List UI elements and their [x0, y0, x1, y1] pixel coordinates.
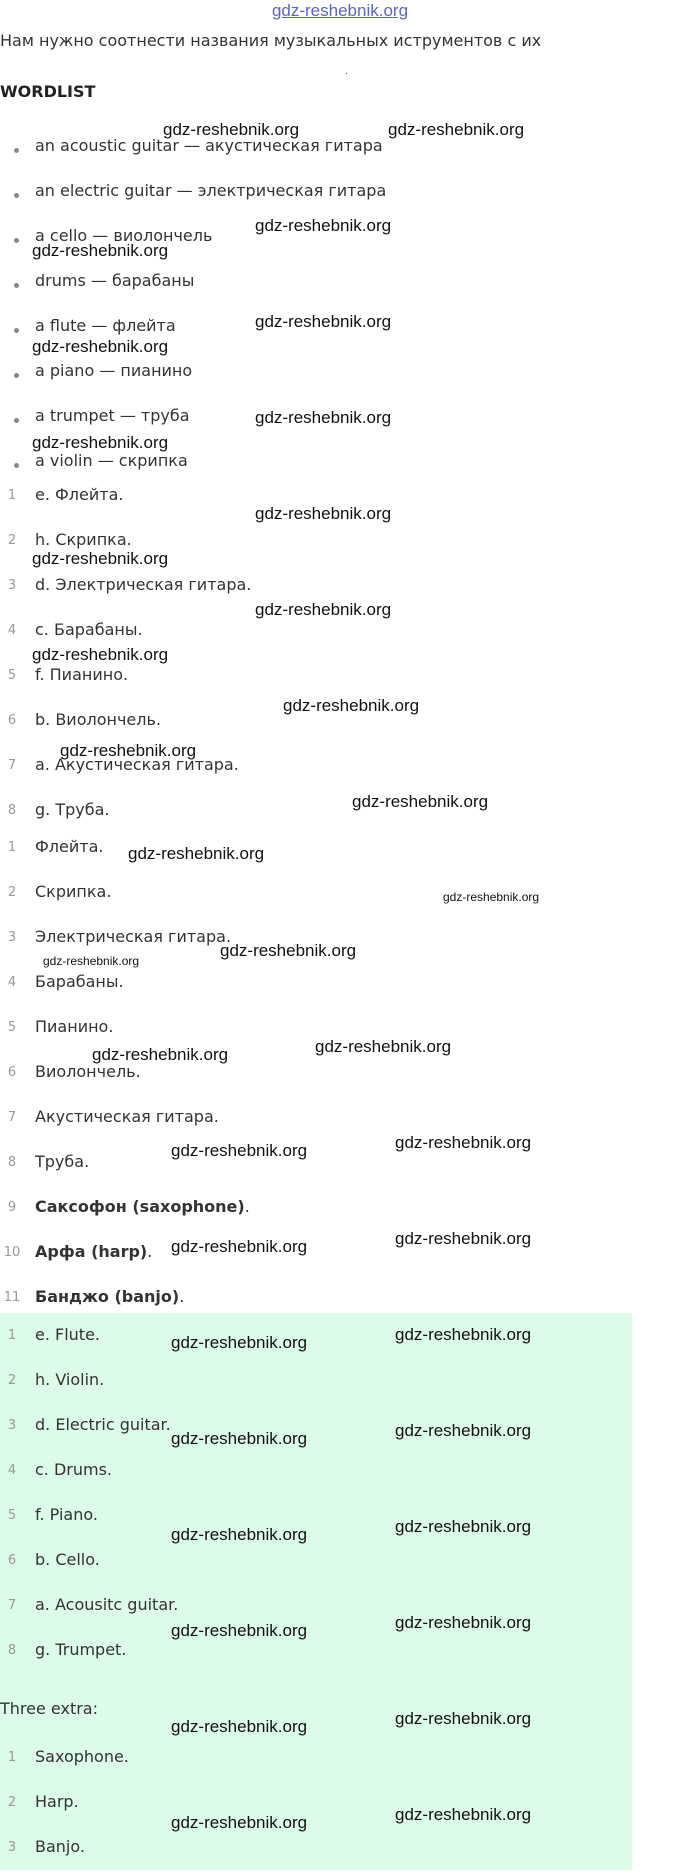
- bullet-icon: [14, 283, 19, 288]
- watermark: gdz-reshebnik.org: [255, 312, 392, 331]
- list-item: 4 c. Drums.: [7, 1460, 113, 1479]
- list-item: 4 Барабаны.: [7, 972, 124, 991]
- list-item: 1 e. Flute.: [7, 1325, 101, 1344]
- list-item: a flute — флейта: [0, 310, 640, 355]
- watermark: gdz-reshebnik.org: [395, 1133, 532, 1152]
- list-item: 8 Труба.: [7, 1152, 90, 1171]
- translations-list: [0, 830, 640, 1325]
- watermark: gdz-reshebnik.org: [32, 433, 169, 452]
- watermark: gdz-reshebnik.org: [395, 1517, 532, 1536]
- bullet-icon: [14, 238, 19, 243]
- answers-en-list: [0, 1318, 640, 1678]
- list-item: 5 Пианино.: [7, 1017, 114, 1036]
- watermark: gdz-reshebnik.org: [171, 1237, 308, 1256]
- list-item: 3 Электрическая гитара.: [7, 927, 232, 946]
- list-item: 2 Harp.: [7, 1792, 79, 1811]
- list-item: a piano — пианино: [0, 355, 640, 400]
- site-link[interactable]: gdz-reshebnik.org: [271, 1, 409, 20]
- list-item: drums — барабаны: [0, 265, 640, 310]
- watermark: gdz-reshebnik.org: [395, 1613, 532, 1632]
- watermark: gdz-reshebnik.org: [255, 600, 392, 619]
- watermark: gdz-reshebnik.org: [171, 1525, 308, 1544]
- list-item: 3 d. Electric guitar.: [7, 1415, 171, 1434]
- list-item: 9 Саксофон (saxophone).: [7, 1197, 250, 1216]
- list-item: an acoustic guitar — акустическая гитара: [0, 130, 640, 175]
- bullet-icon: [14, 328, 19, 333]
- bullet-icon: [14, 148, 19, 153]
- watermark: gdz-reshebnik.org: [171, 1429, 308, 1448]
- intro-text: Нам нужно соотнести названия музыкальных иструментов с их: [0, 31, 542, 50]
- list-item: 7 a. Acousitc guitar.: [7, 1595, 179, 1614]
- watermark: gdz-reshebnik.org: [395, 1709, 532, 1728]
- list-item: 5 f. Piano.: [7, 1505, 98, 1524]
- three-extra-heading: Three extra:: [0, 1699, 98, 1718]
- list-item: an electric guitar — электрическая гитара: [0, 175, 640, 220]
- list-item: 7 Акустическая гитара.: [7, 1107, 219, 1126]
- watermark: gdz-reshebnik.org: [60, 741, 197, 760]
- list-item: 1 e. Флейта.: [7, 485, 124, 504]
- list-item: a violin — скрипка: [0, 445, 640, 490]
- watermark: gdz-reshebnik.org: [220, 941, 357, 960]
- watermark: gdz-reshebnik.org: [171, 1813, 308, 1832]
- list-item: 6 Виолончель.: [7, 1062, 141, 1081]
- list-item: 4 c. Барабаны.: [7, 620, 143, 639]
- bullet-icon: [14, 193, 19, 198]
- watermark: gdz-reshebnik.org: [283, 696, 420, 715]
- watermark: gdz-reshebnik.org: [171, 1621, 308, 1640]
- watermark: gdz-reshebnik.org: [255, 504, 392, 523]
- watermark: gdz-reshebnik.org: [443, 890, 540, 904]
- watermark: gdz-reshebnik.org: [395, 1805, 532, 1824]
- list-item: 8 g. Trumpet.: [7, 1640, 127, 1659]
- watermark: gdz-reshebnik.org: [171, 1141, 308, 1160]
- watermark: gdz-reshebnik.org: [32, 241, 169, 260]
- list-item: 3 Banjo.: [7, 1837, 85, 1856]
- watermark: gdz-reshebnik.org: [163, 120, 300, 139]
- watermark: gdz-reshebnik.org: [388, 120, 525, 139]
- list-item: 1 Saxophone.: [7, 1747, 129, 1766]
- list-item: a trumpet — труба: [0, 400, 640, 445]
- intro-tail: .: [345, 66, 349, 77]
- list-item: a cello — виолончель: [0, 220, 640, 265]
- watermark: gdz-reshebnik.org: [395, 1325, 532, 1344]
- list-item: 1 Флейта.: [7, 837, 104, 856]
- bullet-icon: [14, 463, 19, 468]
- list-item: 5 f. Пианино.: [7, 665, 129, 684]
- list-item: 7 a. Акустическая гитара.: [7, 755, 239, 774]
- watermark: gdz-reshebnik.org: [171, 1717, 308, 1736]
- watermark: gdz-reshebnik.org: [32, 549, 169, 568]
- list-item: 11 Банджо (banjo).: [3, 1287, 185, 1306]
- watermark: gdz-reshebnik.org: [395, 1229, 532, 1248]
- list-item: 2 h. Violin.: [7, 1370, 105, 1389]
- three-extra-list: [0, 1740, 640, 1875]
- watermark: gdz-reshebnik.org: [315, 1037, 452, 1056]
- watermark: gdz-reshebnik.org: [255, 408, 392, 427]
- list-item: 8 g. Труба.: [7, 800, 110, 819]
- list-item: 6 b. Виолончель.: [7, 710, 162, 729]
- watermark: gdz-reshebnik.org: [255, 216, 392, 235]
- watermark: gdz-reshebnik.org: [395, 1421, 532, 1440]
- list-item: 6 b. Cello.: [7, 1550, 100, 1569]
- list-item: 10 Арфа (harp).: [3, 1242, 153, 1261]
- list-item: 2 h. Скрипка.: [7, 530, 132, 549]
- wordlist-title: WORDLIST: [0, 82, 96, 101]
- watermark: gdz-reshebnik.org: [92, 1045, 229, 1064]
- list-item: 2 Скрипка.: [7, 882, 112, 901]
- watermark: gdz-reshebnik.org: [43, 954, 140, 968]
- watermark: gdz-reshebnik.org: [171, 1333, 308, 1352]
- watermark: gdz-reshebnik.org: [32, 337, 169, 356]
- watermark: gdz-reshebnik.org: [128, 844, 265, 863]
- bullet-icon: [14, 418, 19, 423]
- watermark: gdz-reshebnik.org: [352, 792, 489, 811]
- bullet-icon: [14, 373, 19, 378]
- watermark: gdz-reshebnik.org: [32, 645, 169, 664]
- list-item: 3 d. Электрическая гитара.: [7, 575, 252, 594]
